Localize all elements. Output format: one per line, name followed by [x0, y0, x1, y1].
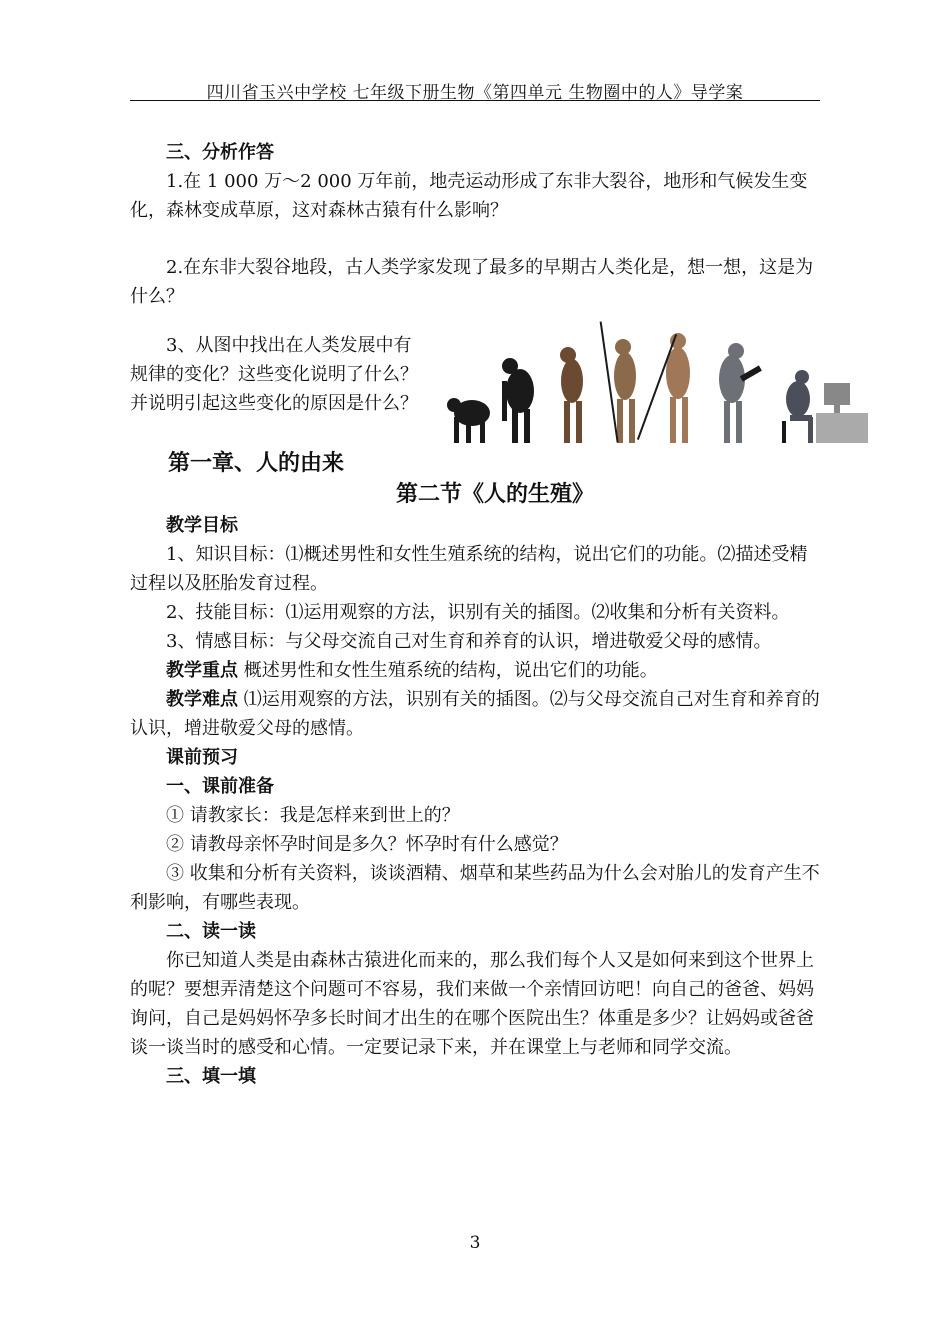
section-title: 第二节《人的生殖》 — [395, 482, 594, 507]
difficulty — [130, 685, 820, 743]
page-header: 四川省玉兴中学校 七年级下册生物《第四单元 生物圈中的人》导学案 — [206, 83, 744, 103]
chapter-title: 第一章、人的由来 — [168, 451, 345, 476]
prep-item-2: ② 请教母亲怀孕时间是多久？怀孕时有什么感觉？ — [166, 834, 568, 855]
header-rule — [130, 100, 820, 101]
page-number: 3 — [469, 1233, 481, 1253]
question-2: 2.在东非大裂谷地段，古人类学家发现了最多的早期古人类化是，想一想，这是为什么？ — [130, 257, 814, 307]
goal-emotion: 3、情感目标：与父母交流自己对生育和养育的认识，增进敬爱父母的感情。 — [166, 631, 772, 652]
preview-heading: 课前预习 — [166, 747, 238, 768]
key-point-text: 概述男性和女性生殖系统的结构，说出它们的功能。 — [238, 660, 658, 681]
prep-heading: 一、课前准备 — [166, 776, 274, 797]
analysis-heading: 三、分析作答 — [166, 142, 274, 163]
question-3-row — [130, 331, 820, 449]
document-body — [130, 138, 820, 1091]
read-heading: 二、读一读 — [166, 921, 256, 942]
question-3: 3、从图中找出在人类发展中有规律的变化？这些变化说明了什么？并说明引起这些变化的原因是什么？ — [130, 335, 418, 414]
read-text: 你已知道人类是由森林古猿进化而来的，那么我们每个人又是如何来到这个世界上的呢？要想弄清楚这个问题可不容易，我们来做一个亲情回访吧！向自己的爸爸、妈妈询问，自己是妈妈怀孕多长时间才出生的在哪个医院出生？体重是多少？让妈妈或爸爸谈一谈当时的感受和心情。一定要记录下来，并在课堂上与老师和同学交流。 — [130, 950, 814, 1058]
prep-item-1: ① 请教家长：我是怎样来到世上的？ — [166, 805, 460, 826]
prep-item-3: ③ 收集和分析有关资料，谈谈酒精、烟草和某些药品为什么会对胎儿的发育产生不利影响，有哪些表现。 — [130, 863, 820, 913]
question-1: 1.在 1 000 万～2 000 万年前，地壳运动形成了东非大裂谷，地形和气候发生变化，森林变成草原，这对森林古猿有什么影响？ — [130, 171, 808, 221]
goal-skill: 2、技能目标：⑴运用观察的方法，识别有关的插图。⑵收集和分析有关资料。 — [166, 602, 790, 623]
fill-heading: 三、填一填 — [166, 1066, 256, 1087]
answer-space — [130, 225, 820, 253]
human-evolution-figure — [440, 321, 870, 449]
key-point — [130, 656, 820, 685]
difficulty-label: 教学难点 — [166, 689, 238, 710]
goals-heading: 教学目标 — [166, 515, 238, 536]
goal-knowledge: 1、知识目标：⑴概述男性和女性生殖系统的结构，说出它们的功能。⑵描述受精过程以及胚胎发育过程。 — [130, 544, 808, 594]
difficulty-text: ⑴运用观察的方法，识别有关的插图。⑵与父母交流自己对生育和养育的认识，增进敬爱父母的感情。 — [130, 689, 820, 739]
key-point-label: 教学重点 — [166, 660, 238, 681]
